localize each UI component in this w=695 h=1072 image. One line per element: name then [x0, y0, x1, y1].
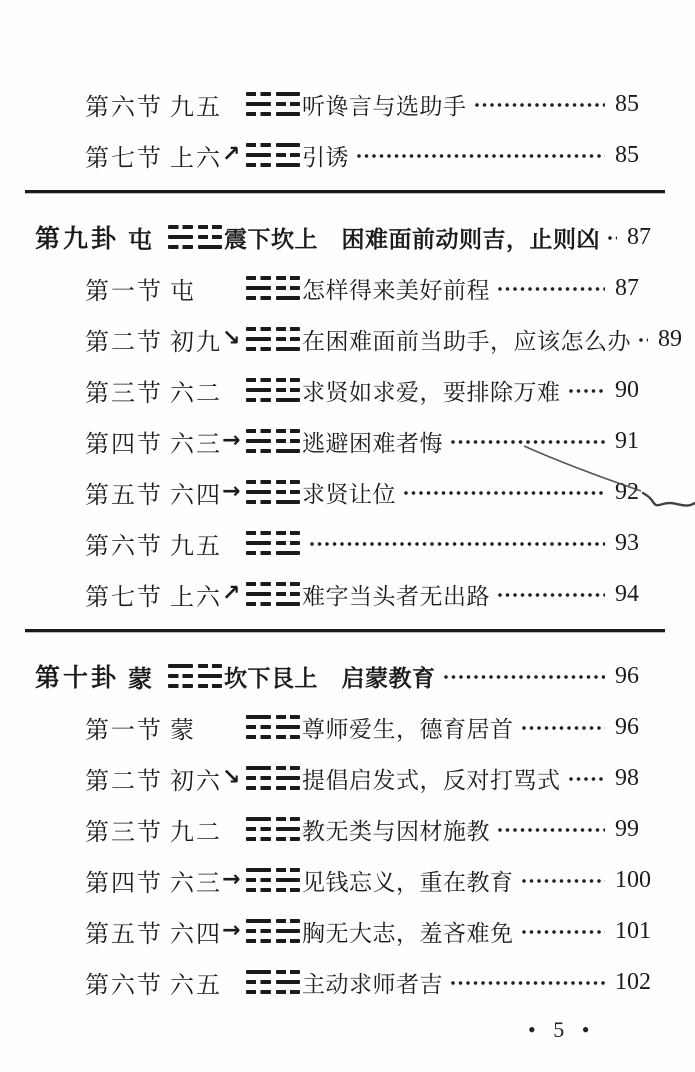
movement-arrow-icon: ↗ — [222, 581, 241, 606]
toc-row — [0, 864, 665, 896]
movement-arrow-icon: ↘ — [222, 326, 241, 351]
section-label: 第三节 — [85, 819, 163, 846]
yin-line — [168, 245, 193, 249]
hexagram-icon — [246, 91, 300, 117]
line-name: 屯 — [128, 227, 152, 254]
entry-page-number: 102 — [615, 968, 651, 995]
yin-line — [276, 970, 301, 974]
entry-title: 怎样得来美好前程 — [302, 277, 490, 303]
section-label: 第七节 — [85, 584, 163, 611]
yin-line — [246, 92, 271, 96]
yin-line — [168, 684, 193, 688]
yin-line — [276, 990, 301, 994]
yin-line — [198, 225, 223, 229]
yin-line — [246, 112, 271, 116]
line-name: 初六 — [170, 768, 222, 795]
dot-leader — [607, 234, 617, 246]
line-name: 屯 — [170, 278, 196, 305]
dot-leader — [497, 285, 605, 297]
yang-line — [276, 500, 301, 504]
hexagram-icon — [246, 969, 300, 995]
yin-line — [276, 388, 301, 392]
yang-line — [276, 143, 301, 147]
entry-title: 求贤让位 — [302, 481, 396, 507]
yin-line — [276, 102, 301, 106]
entry-page-number: 101 — [615, 917, 651, 944]
line-name: 蒙 — [170, 717, 196, 744]
yang-line — [246, 439, 271, 443]
yin-line — [246, 143, 271, 147]
yang-line — [276, 878, 301, 882]
yin-line — [276, 276, 301, 280]
yang-line — [246, 541, 271, 545]
dot-leader — [638, 336, 648, 348]
entry-title: 见钱忘义，重在教育 — [302, 869, 514, 895]
yang-line — [246, 919, 271, 923]
yang-line — [246, 153, 271, 157]
trigram — [246, 275, 271, 301]
yin-line — [246, 878, 271, 882]
hexagram-icon — [168, 663, 222, 689]
yang-line — [246, 490, 271, 494]
yang-line — [276, 296, 301, 300]
line-name: 六三 — [170, 870, 222, 897]
yin-line — [246, 725, 271, 729]
yin-line — [276, 337, 301, 341]
section-label: 第三节 — [85, 380, 163, 407]
yin-line — [276, 429, 301, 433]
yin-line — [246, 327, 271, 331]
trigram — [276, 918, 301, 944]
trigram — [276, 142, 301, 168]
yin-line — [246, 296, 271, 300]
line-name: 九二 — [170, 819, 222, 846]
trigram — [246, 765, 271, 791]
yin-line — [246, 531, 271, 535]
dot-leader — [309, 540, 605, 552]
yin-line — [276, 919, 301, 923]
entry-title: 教无类与因材施教 — [302, 818, 490, 844]
toc-row — [0, 323, 682, 356]
toc-row — [0, 272, 665, 304]
section-label: 第五节 — [85, 921, 163, 948]
section-divider — [25, 190, 665, 193]
line-name: 六三 — [170, 431, 222, 458]
section-label: 第七节 — [85, 145, 163, 172]
hexagram-icon — [246, 581, 300, 607]
yin-line — [276, 582, 301, 586]
movement-arrow-icon: → — [222, 918, 241, 943]
yin-line — [246, 827, 271, 831]
trigram — [246, 326, 271, 352]
yin-line — [246, 837, 271, 841]
entry-title: 难字当头者无出路 — [302, 583, 490, 609]
yang-line — [246, 337, 271, 341]
toc-row — [0, 221, 665, 253]
yin-line — [246, 888, 271, 892]
yin-line — [168, 225, 193, 229]
entry-page-number: 90 — [615, 376, 639, 403]
entry-page-number: 85 — [615, 141, 639, 168]
yang-line — [276, 398, 301, 402]
yang-line — [246, 970, 271, 974]
trigram — [276, 867, 301, 893]
yin-line — [276, 592, 301, 596]
yang-line — [276, 112, 301, 116]
yang-line — [246, 766, 271, 770]
yin-line — [246, 347, 271, 351]
entry-title: 胸无大志，羞吝难免 — [302, 920, 514, 946]
entry-page-number: 96 — [615, 662, 639, 689]
yang-line — [246, 715, 271, 719]
hexagram-icon — [246, 816, 300, 842]
yang-line — [168, 664, 193, 668]
yang-line — [246, 592, 271, 596]
yang-line — [276, 602, 301, 606]
trigram — [168, 663, 193, 689]
yin-line — [246, 276, 271, 280]
line-name: 六二 — [170, 380, 222, 407]
yin-line — [276, 327, 301, 331]
trigram — [276, 969, 301, 995]
trigram — [246, 428, 271, 454]
yang-line — [276, 827, 301, 831]
dot-leader — [450, 438, 605, 450]
entry-page-number: 100 — [615, 866, 651, 893]
yin-line — [276, 490, 301, 494]
toc-row — [0, 578, 665, 610]
entry-title: 逃避困难者悔 — [302, 430, 443, 456]
toc-row — [0, 425, 665, 457]
movement-arrow-icon: ↗ — [222, 142, 241, 167]
yin-line — [198, 235, 223, 239]
yang-line — [246, 286, 271, 290]
toc-row — [0, 966, 665, 998]
trigram — [276, 91, 301, 117]
yin-line — [246, 500, 271, 504]
yin-line — [276, 817, 301, 821]
yin-line — [246, 163, 271, 167]
yin-line — [246, 480, 271, 484]
dot-leader — [568, 775, 606, 787]
toc-row — [0, 762, 665, 794]
line-name: 上六 — [170, 145, 222, 172]
yang-line — [276, 551, 301, 555]
yin-line — [246, 429, 271, 433]
yin-line — [246, 378, 271, 382]
hexagram-icon — [246, 428, 300, 454]
yin-line — [246, 582, 271, 586]
yin-line — [276, 531, 301, 535]
line-name: 九五 — [170, 94, 222, 121]
yin-line — [276, 715, 301, 719]
section-label: 第二节 — [85, 768, 163, 795]
trigram — [276, 479, 301, 505]
yin-line — [246, 939, 271, 943]
dot-leader — [443, 673, 606, 685]
section-label: 第九卦 — [35, 226, 120, 253]
section-label: 第六节 — [85, 533, 163, 560]
entry-title: 震下坎上 困难面前动则吉，止则凶 — [224, 226, 600, 252]
trigram — [276, 326, 301, 352]
yin-line — [246, 990, 271, 994]
yin-line — [246, 551, 271, 555]
entry-page-number: 98 — [615, 764, 639, 791]
line-name: 六四 — [170, 482, 222, 509]
movement-arrow-icon: ↘ — [222, 765, 241, 790]
yin-line — [276, 837, 301, 841]
toc-row — [0, 88, 665, 120]
yin-line — [246, 929, 271, 933]
yin-line — [246, 980, 271, 984]
section-label: 第一节 — [85, 278, 163, 305]
yang-line — [246, 388, 271, 392]
section-label: 第五节 — [85, 482, 163, 509]
trigram — [246, 91, 271, 117]
hexagram-icon — [246, 377, 300, 403]
line-name: 六五 — [170, 972, 222, 999]
yin-line — [276, 939, 301, 943]
trigram — [246, 479, 271, 505]
yang-line — [246, 102, 271, 106]
section-label: 第四节 — [85, 431, 163, 458]
toc-row — [0, 139, 665, 171]
yang-line — [276, 163, 301, 167]
entry-title: 在困难面前当助手，应该怎么办 — [302, 328, 631, 354]
entry-title: 引诱 — [302, 144, 349, 170]
yin-line — [276, 786, 301, 790]
dot-leader — [521, 724, 606, 736]
section-label: 第一节 — [85, 717, 163, 744]
entry-title: 听谗言与选助手 — [302, 93, 467, 119]
entry-page-number: 94 — [615, 580, 639, 607]
yin-line — [276, 480, 301, 484]
yin-line — [246, 398, 271, 402]
yang-line — [276, 347, 301, 351]
toc-row — [0, 813, 665, 845]
trigram — [168, 224, 193, 250]
toc-row — [0, 527, 665, 559]
trigram — [198, 663, 223, 689]
movement-arrow-icon: → — [222, 428, 241, 453]
entry-title: 求贤如求爱，要排除万难 — [302, 379, 561, 405]
yin-line — [276, 868, 301, 872]
line-name: 上六 — [170, 584, 222, 611]
movement-arrow-icon: → — [222, 479, 241, 504]
yin-line — [246, 786, 271, 790]
hexagram-icon — [246, 479, 300, 505]
page-footer-number: • 5 • — [528, 1017, 596, 1042]
yin-line — [276, 888, 301, 892]
trigram — [276, 816, 301, 842]
yang-line — [246, 817, 271, 821]
trigram — [246, 714, 271, 740]
line-name: 九五 — [170, 533, 222, 560]
yin-line — [246, 735, 271, 739]
hexagram-icon — [246, 918, 300, 944]
section-label: 第六节 — [85, 972, 163, 999]
hexagram-icon — [246, 765, 300, 791]
yang-line — [276, 449, 301, 453]
section-label: 第六节 — [85, 94, 163, 121]
trigram — [276, 377, 301, 403]
trigram — [246, 918, 271, 944]
trigram — [246, 142, 271, 168]
hexagram-icon — [246, 867, 300, 893]
dot-leader — [450, 979, 605, 991]
yin-line — [276, 766, 301, 770]
entry-page-number: 85 — [615, 90, 639, 117]
yang-line — [246, 868, 271, 872]
dot-leader — [521, 877, 606, 889]
trigram — [246, 530, 271, 556]
yang-line — [168, 235, 193, 239]
dot-leader — [497, 591, 605, 603]
dot-leader — [568, 387, 606, 399]
hexagram-icon — [168, 224, 222, 250]
line-name: 六四 — [170, 921, 222, 948]
trigram — [246, 816, 271, 842]
trigram — [276, 765, 301, 791]
toc-row — [0, 711, 665, 743]
yin-line — [276, 735, 301, 739]
yin-line — [276, 286, 301, 290]
entry-page-number: 87 — [627, 223, 651, 250]
yin-line — [276, 541, 301, 545]
toc-row — [0, 660, 665, 692]
entry-page-number: 92 — [615, 478, 639, 505]
entry-page-number: 93 — [615, 529, 639, 556]
yang-line — [276, 929, 301, 933]
trigram — [276, 714, 301, 740]
trigram — [246, 969, 271, 995]
dot-leader — [403, 489, 605, 501]
entry-title: 坎下艮上 启蒙教育 — [224, 665, 436, 691]
dot-leader — [356, 152, 605, 164]
yin-line — [168, 674, 193, 678]
entry-page-number: 99 — [615, 815, 639, 842]
yang-line — [276, 725, 301, 729]
entry-title: 提倡启发式，反对打骂式 — [302, 767, 561, 793]
line-name: 蒙 — [128, 666, 152, 693]
trigram — [276, 581, 301, 607]
trigram — [276, 428, 301, 454]
yin-line — [246, 449, 271, 453]
yin-line — [276, 153, 301, 157]
section-label: 第二节 — [85, 329, 163, 356]
movement-arrow-icon: → — [222, 867, 241, 892]
yin-line — [246, 602, 271, 606]
hexagram-icon — [246, 275, 300, 301]
yin-line — [198, 664, 223, 668]
entry-page-number: 89 — [658, 325, 682, 352]
yang-line — [276, 980, 301, 984]
yin-line — [276, 378, 301, 382]
yang-line — [276, 92, 301, 96]
toc-row — [0, 476, 665, 508]
trigram — [246, 581, 271, 607]
dot-leader — [521, 928, 606, 940]
trigram — [276, 530, 301, 556]
toc-row — [0, 915, 665, 947]
entry-page-number: 96 — [615, 713, 639, 740]
trigram — [246, 867, 271, 893]
section-label: 第十卦 — [35, 665, 120, 692]
dot-leader — [474, 101, 606, 113]
entry-page-number: 91 — [615, 427, 639, 454]
trigram — [276, 275, 301, 301]
hexagram-icon — [246, 142, 300, 168]
toc-row — [0, 374, 665, 406]
hexagram-icon — [246, 326, 300, 352]
hexagram-icon — [246, 714, 300, 740]
line-name: 初九 — [170, 329, 222, 356]
section-divider — [25, 629, 665, 632]
yang-line — [198, 245, 223, 249]
yang-line — [276, 776, 301, 780]
yang-line — [198, 674, 223, 678]
section-label: 第四节 — [85, 870, 163, 897]
trigram — [198, 224, 223, 250]
entry-page-number: 87 — [615, 274, 639, 301]
yin-line — [276, 439, 301, 443]
yin-line — [246, 776, 271, 780]
yin-line — [198, 684, 223, 688]
entry-title: 主动求师者吉 — [302, 971, 443, 997]
trigram — [246, 377, 271, 403]
dot-leader — [497, 826, 605, 838]
hexagram-icon — [246, 530, 300, 556]
entry-title: 尊师爱生，德育居首 — [302, 716, 514, 742]
